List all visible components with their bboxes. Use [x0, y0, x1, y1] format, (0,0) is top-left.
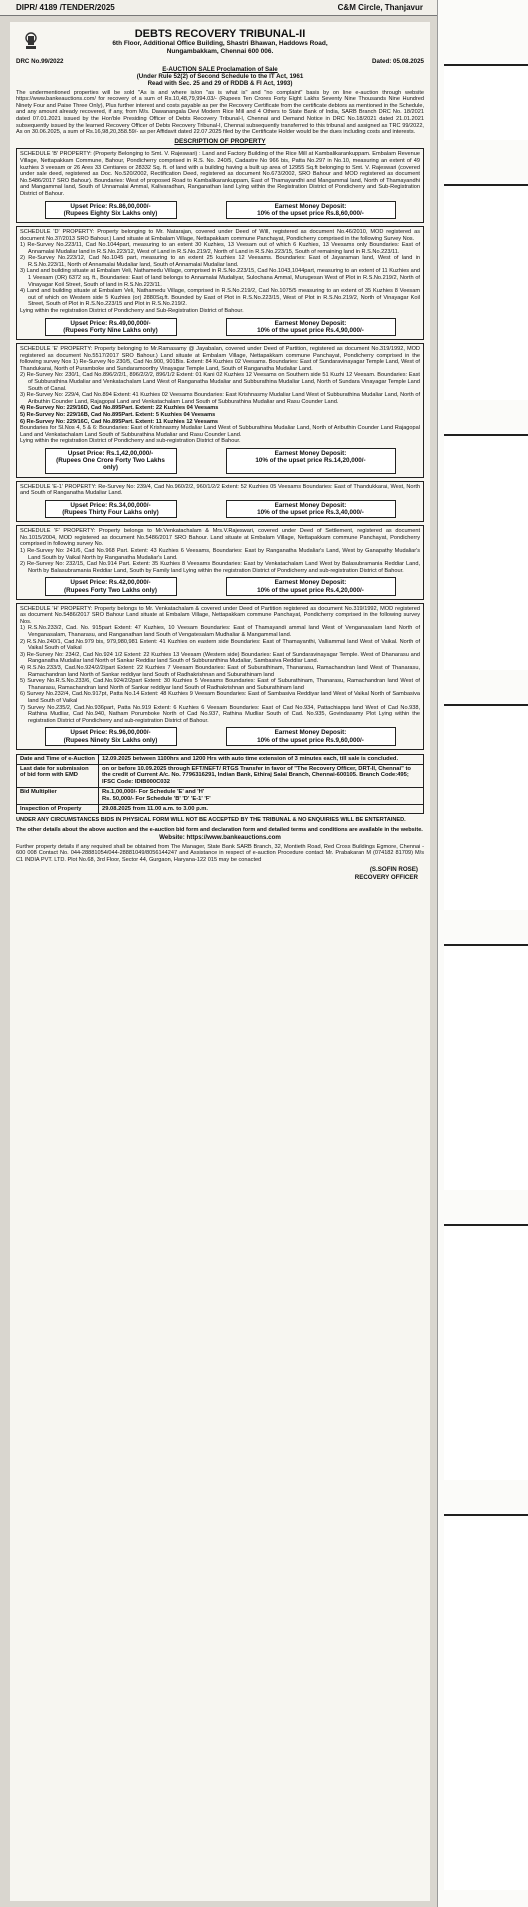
emd-box — [226, 727, 396, 745]
upset-price-words: (Rupees Eighty Six Lakhs only) — [63, 209, 158, 217]
upset-price-words: (Rupees Forty Two Lakhs only) — [64, 586, 157, 594]
schedule-e — [16, 343, 424, 478]
price-row — [20, 577, 420, 595]
upset-price-words: (Rupees Forty Nine Lakhs only) — [63, 326, 158, 334]
list-item: 6) Re-Survey No: 229/16C, Cad No.895Part. Extent: 11 Kuzhies 12 Veesams — [20, 418, 219, 425]
officer-name: (S.SOFIN ROSE) — [369, 866, 418, 874]
circle-name: C&M Circle, Thanjavur — [337, 3, 423, 12]
schedule-bounds: Boundaries for Sl.Nos 4, 5 & 6: Boundaries: East of Krishnasmy Mudaliar Land West of Subburathina Mudaliar Land, North of Aributhin Counder Land Rajagopal Land and Venkatachalam Land South of Subburathina Mudaliar and Rasu Counder Land. — [20, 425, 420, 438]
upset-price: Upset Price: Rs.1,42,00,000/- — [67, 449, 154, 457]
rule-line-1: (Under Rule 52(2) of Second Schedule to the IT Act, 1961 — [136, 72, 304, 80]
emd-label: Earnest Money Deposit: — [274, 449, 347, 457]
term-value: on or before 10.09.2025 through EFT/NEFT/ RTGS Transfer in favor of "The Recovery Officer, DRT-II, Chennai" to the credit of Current A/c. No. 7796316291, Indian Bank, Ethiraj Salai Branch, Chennai-600105. Branch Code:495; IFSC Code: IDIB000C032 — [99, 764, 424, 787]
schedule-tail: Lying within the registration District of Pondicherry and Sub-Registration District of Bahour. — [20, 308, 244, 315]
emd-amount: 10% of the upset price Rs.4,20,000/- — [257, 586, 364, 594]
schedule-d — [16, 226, 424, 340]
tribunal-name: DEBTS RECOVERY TRIBUNAL-II — [134, 28, 306, 40]
list-item: 2) Re-Survey No.223/12, Cad No.1045 part, measuring to an extent 25 kuzhies 12 Veesams. Boundaries: East of Jayaraman land, West of land in R.S.No.223/11, North of Annamalai Mudaliar land, South of Annamalai Mudaliar land. — [20, 255, 420, 268]
list-item: 2) R.S.No.240/1, Cad.No.979 bis, 979,980,981 Extent: 41 Kuzhies on eastern side Boundaries: East of Thamayanthi, Valliammal land West of Vaikal. North of Vaikal South of Vaikal — [20, 638, 420, 652]
upset-price: Upset Price: Rs.86,00,000/- — [70, 202, 151, 210]
emd-box — [226, 577, 396, 595]
adjacent-ad — [444, 1510, 528, 1890]
table-row — [17, 787, 424, 804]
list-item: 4) Re-Survey No: 229/16D, Cad No.895Part. Extent: 22 Kuzhies 04 Veesams — [20, 405, 219, 412]
emd-label: Earnest Money Deposit: — [274, 501, 347, 509]
physical-bid-warning: UNDER ANY CIRCUMSTANCES BIDS IN PHYSICAL FORM WILL NOT BE ACCEPTED BY THE TRIBUNAL & NO ENQUIRIES WILL BE ENTERTAINED. — [16, 817, 406, 824]
emd-box — [226, 500, 396, 518]
survey-list — [20, 548, 420, 574]
list-item: 2) Re-Survey No: 230/1, Cad No.896/2/2/1, 896/2/2/2, 896/1/2 Extent: 01 Kani 02 Kuzhies 12 Veesams on Southern side 51 Kuzhi 12 Veesam. Boundaries: East of Subburathina Mudaliar and Venkatachalam Land West of Ranganatha Mudaliar and Subburathina Mudaliar Land, North of Sundara Vinayagar Temple Land South of Canal. — [20, 372, 420, 392]
adjacent-ad — [444, 1220, 528, 1480]
upset-price: Upset Price: Rs.49,00,000/- — [70, 319, 151, 327]
emd-amount: 10% of the upset price Rs.8,60,000/- — [257, 209, 364, 217]
list-item: 2) Re-Survey No: 232/15, Cad No.914 Part. Extent: 35 Kuzhies 8 Veesams Boundaries: East by Venkatachalam Land West by Balasubramania Reddiar Land, North by Balasubramania Reddiar Land, South by Family land Lying within the registration District of Pondicherry and sub-registration District of Bahour. — [20, 561, 420, 574]
officer-role: RECOVERY OFFICER — [354, 873, 418, 881]
survey-list — [20, 372, 420, 425]
description-title: DESCRIPTION OF PROPERTY — [174, 137, 266, 145]
upset-price-box — [45, 448, 177, 474]
adjacent-ad — [444, 430, 528, 670]
emd-amount: 10% of the upset price Rs.14,20,000/- — [255, 457, 366, 465]
adjacent-ad — [444, 180, 528, 400]
tribunal-address-2: Nungambakkam, Chennai 600 006. — [166, 47, 274, 55]
dipr-reference: DIPR/ 4189 /TENDER/2025 — [16, 3, 115, 12]
list-item: 6) Survey No.232/4, Cad.No.917pt, Patta No.14 Extent: 48 Kuzhies 9 Veesam Boundaries: East of Sambasiva Reddiyar land West of Vaikal North of Sambasiva land South of Vaikal — [20, 691, 420, 705]
term-label: Last date for submission of bid form with EMD — [17, 764, 99, 787]
sale-notice — [10, 22, 430, 1901]
emd-box — [226, 448, 396, 474]
upset-price-box — [45, 318, 177, 336]
schedule-h — [16, 603, 424, 750]
upset-price: Upset Price: Rs.34,00,000/- — [70, 501, 151, 509]
notice-date: Dated: 05.08.2025 — [372, 58, 424, 65]
table-row — [17, 764, 424, 787]
price-row — [20, 727, 420, 745]
list-item: 5) Re-Survey No: 229/16B, Cad No.895Part. Extent: 5 Kuzhies 04 Veesams — [20, 411, 216, 418]
term-label: Inspection of Property — [17, 804, 99, 814]
ref-row — [16, 59, 424, 66]
upset-price: Upset Price: Rs.96,00,000/- — [70, 729, 151, 737]
term-value: Rs.1,00,000/- For Schedule 'E' and 'H' Rs. 50,000/- For Schedule 'B' 'D' 'E-1' 'F' — [99, 787, 424, 804]
term-label: Bid Multiplier — [17, 787, 99, 804]
emd-box — [226, 201, 396, 219]
adjacent-ad — [444, 60, 528, 140]
emd-box — [226, 318, 396, 336]
term-value: 12.09.2025 between 1100hrs and 1200 Hrs with auto time extension of 3 minutes each, till sale is concluded. — [99, 754, 424, 764]
adjacent-column — [437, 0, 528, 1907]
term-value: 29.08.2025 from 11.00 a.m. to 3.00 p.m. — [99, 804, 424, 814]
list-item: 4) Land and building situate at Embalam Veli, Nathamedu Village, comprised in R.S.No.219/2, Cad No.1075/5 measuring to an extent of 35 Kuzhies 8 Veesam out of which on Western side 5 Kuzhies (or) 2880Sq.ft. Bounded by East of Plot in R.S.No.223/15, West of Plot in R.S.No.219/2, North of Vinayagar Koil Street, South of Plot in R.S.No.223/15 and Plot in R.S.No.219/2. — [20, 288, 420, 308]
list-item: 1) Re-Survey No.223/11, Cad No.1044part, measuring to an extent 30 Kuzhies, 13 Veesam out of which 6 Kuzhies, 13 Veesams only Boundaries: East of Annamalai Mudaliar land in R.S.No.223/12, West of Land in R.S.No.219/2, North of Land in R.S.No.223/15, South of remaining land in R.S.No.223/11. — [20, 242, 420, 255]
list-item: 3) Re-Survey No: 234/2, Cad No.924 1/2 Extent: 22 Kuzhies 13 Veesam (Western side) Boundaries: East of Sundaravinayagar Temple. West of Dhanarasu and Ranganatha Mudaliar land North of Sankar Reddiar land South of Subburanthina Mudaliar, Sambasiva Reddiar Land. — [20, 651, 420, 665]
upset-price-words: (Rupees One Crore Forty Two Lakhs only) — [56, 457, 165, 472]
proclamation-title: E-AUCTION SALE Proclamation of Sale — [162, 65, 278, 73]
survey-list — [20, 242, 420, 308]
upset-price-words: (Rupees Ninety Six Lakhs only) — [63, 736, 158, 744]
national-emblem-icon — [22, 30, 40, 52]
auction-terms-table — [16, 754, 424, 815]
table-row — [17, 804, 424, 814]
schedule-text: SCHEDULE 'B' PROPERTY: (Property Belonging to Smt. V. Rajeswari) : Land and Factory Building of the Rice Mill at Kambalikarankuppam. Embalam Revenue Village, Nettapakkam Commune, Bahour, Pondicherry comprised in R.S. No. 240/5, Cadastre No 966 bis, Patta No.297 in No.10, measuring an extent of 49 kuzhies 3 veesam or 26 Ares 33 Centiares or 28332 Sq. ft. of land with a building having a built up area of 12955 Sq.ft belonging to Smt. V. Rajeswari (covered under sale deed, registered as Doc. No.520/2002, Rectification Deed, registered as document No.673/2002, SRO Bahour and MOD registered as document No.5486/2017 SRO Bahour). Boundaries: West of proposed Road to Kambalikarankuppam, East of Thamayandhi and Mangammal land, North of Thamayandhi and Mangammal land, South of Unnamalai Ammal, Kalivaradhan, Ranganathan land Lying within the Registration District of Pondicherry and Sub-Registration District of Bahour. — [20, 151, 420, 197]
drc-number: DRC No.99/2022 — [16, 58, 64, 65]
upset-price-box — [45, 727, 177, 745]
schedule-b — [16, 148, 424, 223]
emd-label: Earnest Money Deposit: — [274, 202, 347, 210]
emd-label: Earnest Money Deposit: — [274, 319, 347, 327]
list-item: 5) Survey No.R.S.No.233/6, Cad.No.924/2/2part Extent: 30 Kuzhies 5 Veesams Boundaries: East of Suburathinam, Thanarasu, Ramachandran land West of Thanarasu, Ramachandran land North of Sankar reddiyar land South of Radhakrishnan and Suburathinam land — [20, 678, 420, 691]
price-row — [20, 318, 420, 336]
table-row — [17, 754, 424, 764]
adjacent-ad — [444, 940, 528, 1190]
upset-price-words: (Rupees Thirty Four Lakhs only) — [62, 508, 159, 516]
upset-price-box — [45, 500, 177, 518]
list-item: 1) Re-Survey No: 241/6, Cad No.968 Part. Extent: 43 Kuzhies 6 Veesams, Boundaries: East by Ranganatha Mudaliar's Land, West by Ganapathy Mudaliar's Land South by Vaikal North by Ranganatha Mudaliar's Land. — [20, 547, 420, 561]
list-item: 3) Land and building situate at Embalam Veli, Nathamedu Village, comprised in R.S.No.223/15, Cad No.1043,1044part, measuring to an extent of 11 Kuzhies and 1 Veesam (OR) 6372 sq. ft., Boundaries: East of land belongs to Annamalai Mudaliyar, Sulochana Ammal, Murugesan West of Plot in R.S.No.219/2, North of Vinayagar Koil Street, South of land in R.S.No.223/11. — [20, 268, 420, 288]
price-row — [20, 448, 420, 474]
list-item: 4) R.S.No.233/3, Cad.No.924/2/2/part Extent: 22 Kuzhies 7 Veesam Boundaries: East of Suburathinam, Thanarasu, Ramachandran land West of Thanarasu, Ramachandran land North of Sankar reddiyar land South of Radhakrishnan and Suburathinam land — [20, 665, 420, 678]
price-row — [20, 201, 420, 219]
schedule-e1 — [16, 481, 424, 523]
rule-line-2: Read with Sec. 25 and 29 of RDDB & FI Act, 1993) — [147, 79, 293, 87]
emd-amount: 10% of the upset price Rs.3,40,000/- — [257, 508, 364, 516]
price-row — [20, 500, 420, 518]
term-label: Date and Time of e-Auction — [17, 754, 99, 764]
schedule-text: SCHEDULE 'F' PROPERTY: Property belongs to Mr.Venkatachalam & Mrs.V.Rajeswari, covered under Deed of Settlement, registered as document No.1015/2004, MOD registered as document No.5486/2017 SRO Bahour. Land situate at Embalam Village, Nettapakkam commune Panchayat, Pondicherry comprised in following survey No. — [20, 528, 420, 548]
tribunal-address-1: 6th Floor, Additional Office Building, Shastri Bhawan, Haddows Road, — [112, 40, 328, 47]
survey-list — [20, 625, 420, 724]
website-link[interactable]: Website: https://www.bankeauctions.com — [159, 833, 281, 841]
schedule-tail: Lying within the registration District of Pondicherry and sub-registration District of Bahour. — [20, 438, 241, 445]
emd-label: Earnest Money Deposit: — [274, 579, 347, 587]
upset-price: Upset Price: Rs.42,00,000/- — [70, 579, 151, 587]
list-item: 7) Survey No.235/2, Cad.No.936part, Patta No.919 Extent: 6 Kuzhies 6 Veesam Boundaries: East of Cad No.934, Pattachiappa land West of Cad No.938, Rathina Mudliar, Cad No.940, Natham Porumboke North of Cad No.937, Rathina Mudliar South of Cad. No.935, Govindasamy Plot Lying within the registration District of Pondicherry and sub-registration District of Bahour. — [20, 704, 420, 724]
emd-amount: 10% of the upset price Rs.4,90,000/- — [257, 326, 364, 334]
emd-amount: 10% of the upset price Rs.9,60,000/- — [257, 736, 364, 744]
upset-price-box — [45, 577, 177, 595]
upset-price-box — [45, 201, 177, 219]
list-item: 1) R.S.No.233/2, Cad. No. 915part Extent: 47 Kuzhies, 10 Veesam Boundaries: East of Thamayandi ammal land West of Venganasalam land North of Venganasalam, Thanarasu, and Ranganathan land South of Vengatesalam Mudhaliar & Mangammal land. — [20, 625, 420, 639]
schedule-f — [16, 525, 424, 600]
other-details-note: The other details about the above auction and the e-auction bid form and declaration form and detailed terms and conditions are available in the website. — [16, 826, 423, 833]
schedule-text: SCHEDULE 'D' PROPERTY: Property belonging to Mr. Natarajan, covered under Deed of Will, registered as document No.46/2010, MOD registered as document No.37/2013 SRO Bahour.) Land situate at Embalam Village, Nettapakkam commune Panchayat, Pondicherry comprised in the following Survey Nos. — [20, 228, 420, 242]
schedule-text: SCHEDULE 'E-1' PROPERTY: Re-Survey No: 239/4, Cad No.960/2/2, 960/1/2/2 Extent: 52 Kuzhies 05 Veesams Boundaries: East of Thandukkarai, West, North and South of Ranganatha Mudaliar Land. — [20, 483, 420, 497]
signature-block — [16, 866, 424, 881]
adjacent-ad — [444, 700, 528, 910]
top-strip — [0, 0, 437, 16]
emd-label: Earnest Money Deposit: — [274, 729, 347, 737]
schedule-text: SCHEDULE 'H' PROPERTY: Property belongs to Mr. Venkatachalam & covered under Deed of Partition registered as document No.319/1992, MOD registered as document No.5486/2017 SRO Bahour Land situate at Embalam Village, Nettapakkam commune Panchayat, Pondicherry comprised in the following survey Nos. — [20, 605, 420, 625]
list-item: 3) Re-Survey No: 229/4, Cad No.894 Extent: 41 Kuzhies 02 Veesams Boundaries: East Krishnasmy Mudaliar Land West of Subburathina Mudaliar Land, North of Aributhin Counder Land, Rajagopal Land and Venkatachalam Land South of Subburathina Mudaliar and Rasu Counder Land. — [20, 392, 420, 405]
contact-paragraph: Further property details if any required shall be obtained from The Manager, State Bank SARB Branch, 32, Montieth Road, Red Cross Buildings Egmore, Chennai - 600 008 Contact No. 044-28881054/044-28881049/8056144247 and Assistance in respect of e-auction Procedure contact Mr. Prabakaran M (074182 81709) M/s C1 INDIA PVT. LTD. Plot No.68, 3rd Floor, Sector 44, Gurgaon, Haryana-122 015 may be conacted — [16, 843, 424, 863]
intro-paragraph: The undermentioned properties will be sold "As is and where is/on "as is what is" and "no complaint" basis by on line e-auction through website https://www.bankeauctions.com/ for recovery of a sum of Rs.10,48,79,994.03/- (Rupees Ten Crores Forty Eight Lakhs Seventy Nine Thousands Nine Hundred Ninety Four and Paise Three Only), Plus further interest and costs payable as per the Recovery Certificate from the certificate debtors as mentioned in the Schedule, and any amount already recovered, if any, from M/s. Dawanangala Devi Modern Rice Mill and 4 Others to State Bank of India, SARB Branch DRC No. 18/2021 dated 07.01.2021 issued by the Hon'ble Presiding Officer of Debts Recovery Tribunal-I, Chennai and Demand Notice in DRC No.18/2021 dated 21.01.2021 subsequently issued by the learned Recovery Officer of Debts Recovery Tribunal-I, Chennai subsequently transferred to this tribunal and assigned as TRC 99/2022, As on 30.06.2025, a sum of Rs.16,98,20,358.59/- as per Affidavit dated 22.07.2025 filed by the Certificate Holder would be the dues including costs and interests. — [16, 89, 424, 136]
schedule-text: SCHEDULE 'E' PROPERTY: Property belonging to Mr.Ramasamy @ Jayabalan, covered under Deed of Partition, registered as document No.319/1992, MOD registered as document No.5517/2017 SRO Bahour.) Land situate at Embalam Village, Nettapakkam commune Panchayat, Pondicherry comprised in the following survey Nos 1) Re-Survey No 230/5, Cad No.900, 901Bis. Extent: 84 Kuzhies 02 Veesams. Boundaries: East of Sundaravinayagar Temple Land, West of Thandukarai, North of Puramboke and Sundaramoorthy Vinayagar Temple Land, South of Ranganatha Mudaliar Land. — [20, 346, 420, 372]
